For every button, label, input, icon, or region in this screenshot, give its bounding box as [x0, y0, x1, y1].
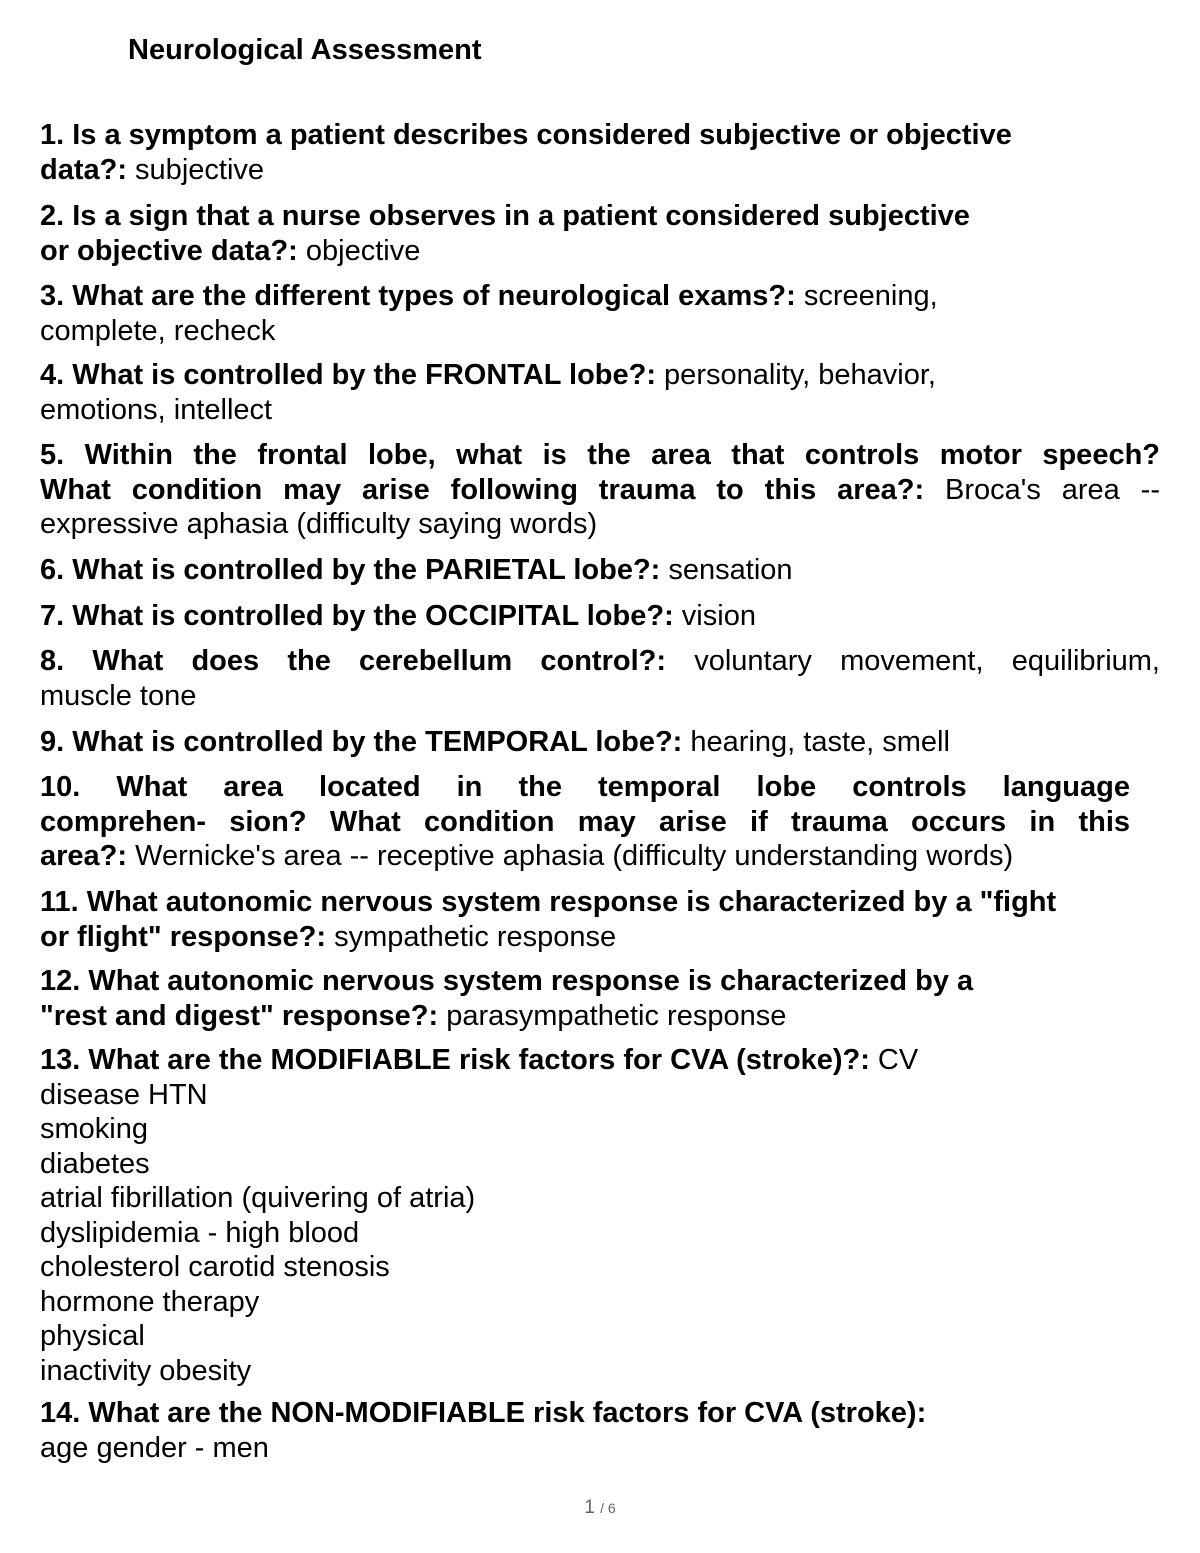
question-text: 7. What is controlled by the OCCIPITAL lobe?:: [40, 600, 674, 632]
question-text: 3. What are the different types of neurological exams?:: [40, 280, 796, 312]
answer-text: age gender - men: [40, 1431, 269, 1464]
question-text: 14. What are the NON-MODIFIABLE risk factors for CVA (stroke):: [40, 1397, 927, 1429]
question-text: 4. What is controlled by the FRONTAL lobe?:: [40, 359, 656, 391]
question-text: 6. What is controlled by the PARIETAL lobe?:: [40, 554, 661, 586]
question-text: 13. What are the MODIFIABLE risk factors for CVA (stroke)?:: [40, 1044, 870, 1076]
question-item-4: [40, 358, 936, 427]
question-item-5: [40, 438, 1160, 542]
question-text: 9. What is controlled by the TEMPORAL lobe?:: [40, 726, 683, 758]
question-item-8: [40, 644, 1160, 713]
risk-factor-line: cholesterol carotid stenosis: [40, 1251, 390, 1283]
answer-text: CV: [869, 1044, 919, 1076]
answer-text: emotions, intellect: [40, 393, 273, 426]
question-item-6: [40, 553, 793, 588]
question-item-3: [40, 279, 938, 348]
risk-factor-line: diabetes: [40, 1147, 150, 1180]
page-number-total: / 6: [600, 1500, 616, 1516]
question-item-10: [40, 770, 1130, 874]
question-text: area?:: [40, 840, 128, 872]
question-text: 5. Within the frontal lobe, what is the area that controls motor speech?: [40, 439, 1160, 471]
answer-text: expressive aphasia (difficulty saying words): [40, 508, 598, 540]
question-text: 2. Is a sign that a nurse observes in a patient considered subjective: [40, 200, 970, 232]
question-item-9: [40, 725, 950, 760]
question-text: or flight" response?:: [40, 920, 327, 953]
answer-text: Broca's area --: [924, 473, 1160, 506]
question-text: or objective data?:: [40, 234, 298, 267]
risk-factor-line: smoking: [40, 1113, 148, 1145]
page-number-current: 1: [584, 1497, 595, 1518]
question-text: 12. What autonomic nervous system response is characterized by a: [40, 965, 974, 997]
risk-factor-line: physical: [40, 1320, 145, 1352]
question-item-14: [40, 1396, 926, 1465]
risk-factor-line: inactivity obesity: [40, 1354, 252, 1387]
question-text: comprehen- sion? What condition may arise if trauma occurs in this: [40, 805, 1130, 838]
answer-text: complete, recheck: [40, 314, 276, 347]
answer-text: hearing, taste, smell: [682, 726, 950, 758]
answer-text: objective: [297, 234, 421, 267]
answer-text: Wernicke's area -- receptive aphasia (difficulty understanding words): [127, 840, 1014, 872]
risk-factor-line: dyslipidemia - high blood: [40, 1216, 360, 1249]
question-text: 8. What does the cerebellum control?:: [40, 645, 666, 677]
risk-factor-line: disease HTN: [40, 1078, 208, 1111]
answer-text: voluntary movement, equilibrium,: [666, 645, 1160, 677]
question-text: What condition may arise following trauma to this area?:: [40, 473, 925, 506]
risk-factor-line: atrial fibrillation (quivering of atria): [40, 1182, 476, 1214]
answer-text: parasympathetic response: [438, 999, 787, 1032]
question-item-12: [40, 964, 973, 1033]
question-text: 10. What area located in the temporal lobe controls language: [40, 771, 1130, 803]
question-item-2: [40, 199, 970, 268]
page-number: [0, 1497, 1200, 1519]
risk-factor-line: hormone therapy: [40, 1285, 260, 1318]
answer-text: screening,: [795, 280, 938, 312]
page-title: Neurological Assessment: [128, 34, 482, 66]
question-item-7: [40, 599, 756, 634]
question-text: 1. Is a symptom a patient describes considered subjective or objective: [40, 119, 1012, 151]
answer-text: sensation: [660, 554, 793, 586]
answer-text: personality, behavior,: [656, 359, 936, 391]
answer-text: muscle tone: [40, 679, 197, 712]
answer-text: vision: [673, 600, 756, 632]
answer-text: sympathetic response: [326, 920, 617, 953]
question-text: "rest and digest" response?:: [40, 999, 439, 1032]
answer-text: subjective: [127, 153, 265, 186]
question-item-1: [40, 118, 1012, 187]
question-item-13: [40, 1043, 918, 1388]
question-item-11: [40, 885, 1056, 954]
question-text: data?:: [40, 153, 127, 186]
question-text: 11. What autonomic nervous system response is characterized by a "fight: [40, 886, 1057, 918]
